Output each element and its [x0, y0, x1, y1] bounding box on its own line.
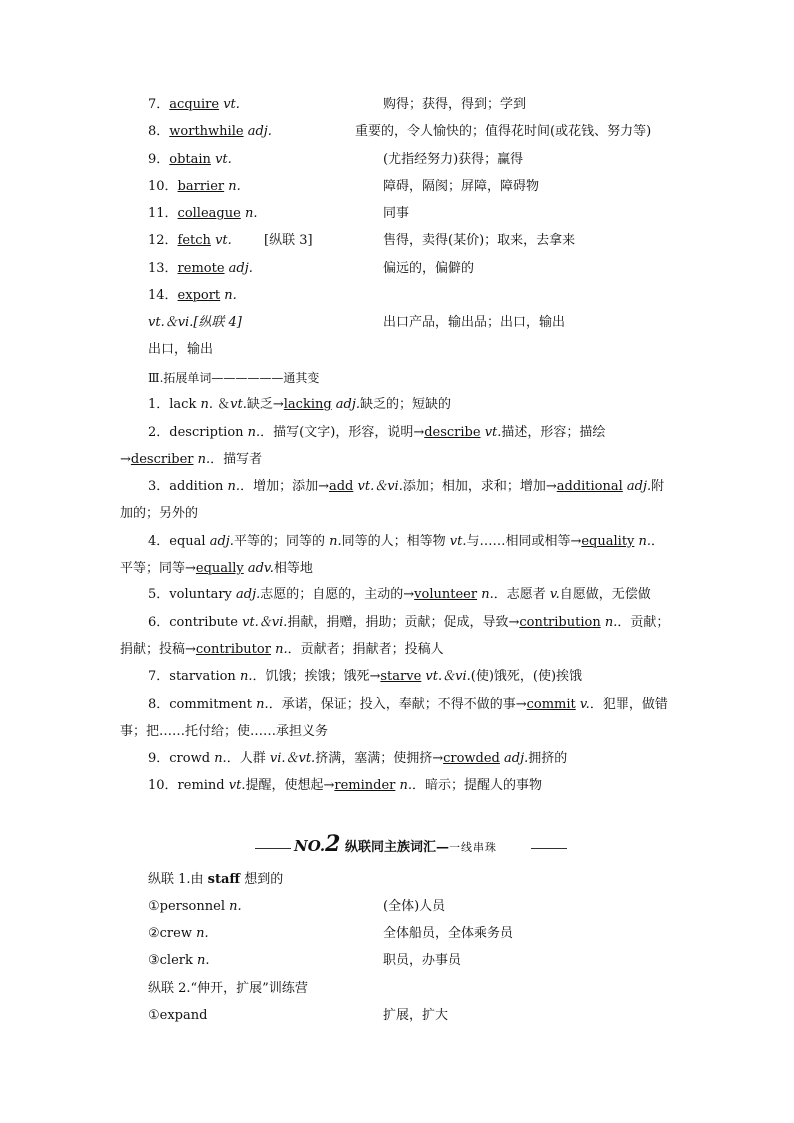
entry-text: 提醒，使想起→ — [245, 778, 335, 793]
expand-item-8 — [120, 691, 676, 745]
entry-text: ．志愿者 — [493, 587, 550, 602]
part-of-speech: vt. — [219, 97, 240, 112]
expand-item-1 — [148, 396, 451, 414]
entry-text: ．贡献者；捐献者；投稿人 — [287, 642, 444, 657]
pos: adj. — [331, 397, 361, 412]
vocab-word: remote — [177, 261, 225, 276]
part-of-speech: n. — [220, 288, 237, 303]
pos: adj. — [236, 587, 261, 602]
vocab-meaning-9: (尤指经努力)获得；赢得 — [383, 152, 524, 167]
derived-word: commit — [526, 697, 576, 712]
pos: vt.＆vi. — [421, 669, 471, 684]
expand-item-10 — [148, 777, 542, 795]
part-of-speech: n. — [224, 179, 241, 194]
export-verb-pos: vt.＆vi.[纵联 4] — [148, 315, 242, 330]
entry-text: 3．addition — [148, 479, 228, 494]
derived-word: equality — [581, 534, 635, 549]
entry-text: ．犯罪，做错事；把……托付给；使……承担义务 — [120, 697, 668, 739]
vocab-word: worthwhile — [169, 124, 244, 139]
entry-text: 附加的；另外的 — [120, 479, 665, 521]
vocab-item-11 — [148, 205, 257, 223]
group-word: ③clerk — [148, 953, 198, 968]
vocab-meaning-7: 购得；获得，得到；学到 — [383, 97, 527, 112]
entry-text: 8．commitment — [148, 697, 257, 712]
pos: n. — [247, 425, 261, 440]
group-1-item-1 — [148, 898, 242, 916]
pos: vi.＆vt. — [269, 751, 316, 766]
derived-word: describer — [130, 452, 194, 467]
group-1-meaning-1: (全体)人员 — [383, 899, 446, 914]
entry-text: 2．description — [148, 425, 248, 440]
part-of-speech: adj. — [243, 124, 272, 139]
derived-word: contribution — [519, 615, 601, 630]
item-number: 10． — [148, 179, 178, 194]
derived-word: reminder — [334, 778, 396, 793]
derived-word: lacking — [283, 397, 332, 412]
vocab-word: barrier — [177, 179, 225, 194]
vocab-item-7 — [148, 96, 240, 114]
pos: n. — [196, 926, 209, 941]
expand-item-4 — [120, 528, 676, 582]
pos: n. — [395, 778, 413, 793]
vocab-meaning-11: 同事 — [383, 206, 410, 221]
section-3-title: Ⅲ.拓展单词——————通其变 — [148, 371, 320, 385]
item-number: 13． — [148, 261, 178, 276]
vocab-item-8 — [148, 123, 272, 141]
group-title-text: 纵联 1.由 — [148, 872, 208, 887]
entry-text: 志愿的；自愿的，主动的→ — [260, 587, 415, 602]
derived-word: equally — [195, 561, 244, 576]
expand-item-5 — [148, 586, 651, 604]
vocab-item-13 — [148, 260, 253, 278]
item-number: 7． — [148, 97, 170, 112]
vocab-word: colleague — [177, 206, 241, 221]
entry-text: ．贡献；捐献；投稿→ — [120, 615, 670, 657]
expand-item-9 — [148, 750, 567, 768]
vocab-item-9 — [148, 151, 232, 169]
item-number: 8． — [148, 124, 170, 139]
group-word: ①personnel — [148, 899, 230, 914]
entry-text: 平等的；同等的 — [233, 534, 330, 549]
pos: adj. — [499, 751, 529, 766]
entry-text: ．暗示；提醒人的事物 — [412, 778, 543, 793]
entry-text: 7．starvation — [148, 669, 240, 684]
entry-text: 拥挤的 — [528, 751, 568, 766]
part-of-speech: vt. — [210, 152, 232, 167]
item-number: 9． — [148, 152, 170, 167]
expand-item-2 — [120, 419, 676, 473]
entry-text: ．描写者 — [210, 452, 263, 467]
pos: n. — [200, 397, 213, 412]
expand-item-7 — [148, 668, 582, 686]
export-extra-meaning: 出口，输出 — [148, 342, 214, 357]
expand-item-3 — [120, 473, 676, 527]
entry-text: 与……相同或相等→ — [466, 534, 582, 549]
heading-rule-right — [531, 848, 567, 849]
group-title-text: 想到的 — [240, 872, 284, 887]
pos: vt. — [480, 425, 502, 440]
group-1-title — [148, 871, 283, 889]
entry-text: 4．equal — [148, 534, 210, 549]
export-verb-meaning: 出口产品，输出品；出口，输出 — [383, 315, 566, 330]
pos: n. — [197, 452, 211, 467]
pos: adj. — [209, 534, 234, 549]
entry-text: ．增加；添加→ — [240, 479, 329, 494]
vocab-meaning-13: 偏远的，偏僻的 — [383, 261, 475, 276]
group-title-keyword: staff — [207, 872, 241, 887]
group-2-title: 纵联 2.“伸开，扩展”训练营 — [148, 981, 308, 996]
item-number: 14． — [148, 288, 178, 303]
group-2-meaning-1: 扩展，扩大 — [383, 1008, 449, 1023]
pos: n. — [197, 953, 210, 968]
entry-text: ．承诺，保证；投入，奉献；不得不做的事→ — [268, 697, 527, 712]
derived-word: starve — [380, 669, 422, 684]
vocab-word: fetch — [177, 233, 211, 248]
heading-dash: — — [435, 840, 449, 855]
part-of-speech: n. — [240, 206, 258, 221]
cross-reference-3: [纵联 3] — [264, 233, 313, 248]
pos: n. — [600, 615, 618, 630]
entry-text: 9．crowd — [148, 751, 215, 766]
group-word: ②crew — [148, 926, 197, 941]
part-of-speech: adj. — [224, 261, 253, 276]
derived-word: additional — [556, 479, 623, 494]
entry-text: 同等的人；相等物 — [341, 534, 450, 549]
pos: n. — [239, 669, 253, 684]
pos: n. — [214, 751, 227, 766]
entry-text: ＆ — [213, 397, 231, 412]
vocab-word: obtain — [169, 152, 211, 167]
entry-text: (使)饿死，(使)挨饿 — [470, 669, 583, 684]
heading-title: 纵联同主族词汇 — [344, 840, 436, 855]
entry-text: 缺乏→ — [246, 397, 284, 412]
pos: vt. — [449, 534, 467, 549]
entry-text: 挤满，塞满；使拥挤→ — [315, 751, 444, 766]
heading-rule-left — [255, 848, 291, 849]
pos: adv. — [243, 561, 274, 576]
pos: n. — [270, 642, 288, 657]
section-no2-heading — [294, 831, 497, 858]
entry-text: 1．lack — [148, 397, 201, 412]
vocab-meaning-12: 售得，卖得(某价)；取来，去拿来 — [383, 233, 576, 248]
entry-text: 描述，形容；描绘→ — [120, 425, 606, 467]
item-number: 11． — [148, 206, 178, 221]
group-1-meaning-2: 全体船员，全体乘务员 — [383, 926, 514, 941]
group-1-item-2 — [148, 925, 209, 943]
entry-text: 相等地 — [273, 561, 313, 576]
group-1-meaning-3: 职员，办事员 — [383, 953, 462, 968]
entry-text: ．描写(文字)，形容，说明→ — [260, 425, 425, 440]
entry-text: 6．contribute — [148, 615, 243, 630]
entry-text: ．饥饿；挨饿；饿死→ — [252, 669, 381, 684]
entry-text: 捐献，捐赠，捐助；贡献；促成，导致→ — [287, 615, 520, 630]
pos: vt.＆vi. — [353, 479, 403, 494]
derived-word: crowded — [443, 751, 500, 766]
pos: v. — [575, 697, 590, 712]
group-2-item-1: ①expand — [148, 1008, 208, 1023]
derived-word: contributor — [195, 642, 271, 657]
vocab-item-12 — [148, 232, 232, 250]
derived-word: volunteer — [414, 587, 478, 602]
pos: n. — [634, 534, 652, 549]
pos: n. — [227, 479, 241, 494]
heading-subtitle: 一线串珠 — [448, 841, 497, 854]
part-of-speech: vt. — [210, 233, 232, 248]
item-number: 12． — [148, 233, 178, 248]
pos: v. — [549, 587, 560, 602]
entry-text: 添加；相加，求和；增加→ — [402, 479, 557, 494]
group-1-item-3 — [148, 952, 210, 970]
vocab-meaning-8: 重要的，令人愉快的；值得花时间(或花钱、努力等) — [355, 124, 652, 139]
expand-item-6 — [120, 609, 676, 663]
vocab-item-10 — [148, 178, 241, 196]
entry-text: 缺乏的；短缺的 — [360, 397, 452, 412]
pos: vt.＆vi. — [242, 615, 288, 630]
entry-text: 5．voluntary — [148, 587, 237, 602]
pos: n. — [477, 587, 494, 602]
pos: n. — [256, 697, 269, 712]
vocab-word: export — [177, 288, 221, 303]
derived-word: add — [328, 479, 354, 494]
entry-text: 10．remind — [148, 778, 229, 793]
heading-prefix: NO. — [294, 837, 326, 855]
entry-text: ．平等；同等→ — [120, 534, 665, 576]
pos: vt. — [230, 397, 247, 412]
entry-text: 自愿做，无偿做 — [559, 587, 651, 602]
entry-text: ．人群 — [226, 751, 270, 766]
pos: n. — [229, 899, 242, 914]
vocab-meaning-10: 障碍，隔阂；屏障，障碍物 — [383, 179, 540, 194]
derived-word: describe — [424, 425, 481, 440]
vocab-item-14 — [148, 287, 237, 305]
vocab-word: acquire — [169, 97, 220, 112]
pos: n. — [329, 534, 342, 549]
heading-number: 2 — [325, 831, 341, 857]
pos: adj. — [622, 479, 652, 494]
pos: vt. — [228, 778, 246, 793]
